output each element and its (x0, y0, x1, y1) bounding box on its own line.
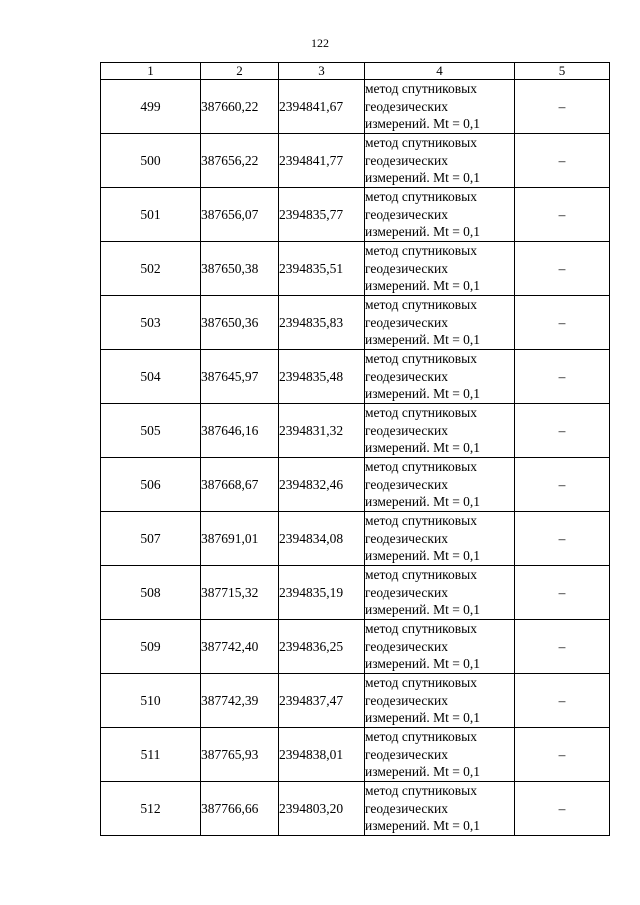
table-header (101, 63, 610, 80)
note-cell: – (515, 296, 610, 350)
method-line: метод спутниковых (365, 351, 477, 367)
method-line: геодезических (365, 638, 448, 654)
note-cell: – (515, 620, 610, 674)
method-line: метод спутниковых (365, 459, 477, 475)
method-line: измерений. Mt = 0,1 (365, 656, 481, 672)
method-line: геодезических (365, 530, 448, 546)
method-line: измерений. Mt = 0,1 (365, 170, 481, 186)
method-line: измерений. Mt = 0,1 (365, 224, 481, 240)
table-body (101, 80, 610, 836)
method-description (365, 566, 515, 620)
method-description (365, 512, 515, 566)
method-description (365, 188, 515, 242)
method-line: измерений. Mt = 0,1 (365, 116, 481, 132)
header-col-4: 4 (365, 63, 515, 80)
point-number: 508 (101, 566, 201, 620)
table-row (101, 728, 610, 782)
coordinate-x: 387765,93 (201, 728, 279, 782)
coordinate-y: 2394834,08 (279, 512, 365, 566)
point-number: 512 (101, 782, 201, 836)
header-col-2: 2 (201, 63, 279, 80)
method-line: метод спутниковых (365, 783, 477, 799)
coordinate-x: 387668,67 (201, 458, 279, 512)
method-line: геодезических (365, 98, 448, 114)
coordinate-y: 2394836,25 (279, 620, 365, 674)
method-line: метод спутниковых (365, 243, 477, 259)
note-cell: – (515, 782, 610, 836)
method-line: метод спутниковых (365, 675, 477, 691)
method-line: метод спутниковых (365, 297, 477, 313)
method-line: измерений. Mt = 0,1 (365, 278, 481, 294)
method-line: измерений. Mt = 0,1 (365, 440, 481, 456)
method-line: метод спутниковых (365, 567, 477, 583)
table-row (101, 458, 610, 512)
point-number: 511 (101, 728, 201, 782)
note-cell: – (515, 350, 610, 404)
header-col-5: 5 (515, 63, 610, 80)
coordinate-y: 2394831,32 (279, 404, 365, 458)
coordinate-y: 2394835,51 (279, 242, 365, 296)
method-description (365, 458, 515, 512)
table-row (101, 674, 610, 728)
note-cell: – (515, 512, 610, 566)
point-number: 506 (101, 458, 201, 512)
coordinate-x: 387742,40 (201, 620, 279, 674)
method-line: метод спутниковых (365, 513, 477, 529)
coordinate-x: 387656,07 (201, 188, 279, 242)
coordinate-x: 387646,16 (201, 404, 279, 458)
table-row (101, 296, 610, 350)
method-line: метод спутниковых (365, 135, 477, 151)
table-row (101, 620, 610, 674)
coordinate-y: 2394837,47 (279, 674, 365, 728)
point-number: 510 (101, 674, 201, 728)
coordinate-x: 387691,01 (201, 512, 279, 566)
coordinate-x: 387656,22 (201, 134, 279, 188)
method-line: геодезических (365, 422, 448, 438)
method-line: метод спутниковых (365, 405, 477, 421)
note-cell: – (515, 80, 610, 134)
coordinate-y: 2394838,01 (279, 728, 365, 782)
table-row (101, 512, 610, 566)
note-cell: – (515, 728, 610, 782)
method-line: геодезических (365, 368, 448, 384)
method-line: измерений. Mt = 0,1 (365, 764, 481, 780)
method-description (365, 296, 515, 350)
method-line: геодезических (365, 746, 448, 762)
table-row (101, 782, 610, 836)
point-number: 499 (101, 80, 201, 134)
method-line: метод спутниковых (365, 189, 477, 205)
point-number: 505 (101, 404, 201, 458)
header-col-1: 1 (101, 63, 201, 80)
method-description (365, 134, 515, 188)
method-line: измерений. Mt = 0,1 (365, 386, 481, 402)
method-description (365, 404, 515, 458)
method-line: геодезических (365, 476, 448, 492)
coordinate-y: 2394803,20 (279, 782, 365, 836)
point-number: 502 (101, 242, 201, 296)
table-row (101, 80, 610, 134)
coordinate-x: 387645,97 (201, 350, 279, 404)
header-row (101, 63, 610, 80)
coordinates-table (100, 62, 610, 836)
coordinate-x: 387650,36 (201, 296, 279, 350)
method-description (365, 674, 515, 728)
table-row (101, 350, 610, 404)
note-cell: – (515, 566, 610, 620)
coordinate-y: 2394835,83 (279, 296, 365, 350)
coordinate-x: 387742,39 (201, 674, 279, 728)
method-line: измерений. Mt = 0,1 (365, 332, 481, 348)
point-number: 500 (101, 134, 201, 188)
coordinate-y: 2394835,19 (279, 566, 365, 620)
method-line: измерений. Mt = 0,1 (365, 548, 481, 564)
method-description (365, 350, 515, 404)
method-description (365, 620, 515, 674)
method-description (365, 782, 515, 836)
method-line: измерений. Mt = 0,1 (365, 494, 481, 510)
note-cell: – (515, 404, 610, 458)
note-cell: – (515, 458, 610, 512)
coordinate-x: 387766,66 (201, 782, 279, 836)
method-description (365, 80, 515, 134)
method-line: измерений. Mt = 0,1 (365, 710, 481, 726)
method-line: измерений. Mt = 0,1 (365, 818, 481, 834)
table-row (101, 188, 610, 242)
method-line: метод спутниковых (365, 81, 477, 97)
method-description (365, 242, 515, 296)
method-line: измерений. Mt = 0,1 (365, 602, 481, 618)
point-number: 503 (101, 296, 201, 350)
point-number: 501 (101, 188, 201, 242)
table-row (101, 404, 610, 458)
point-number: 509 (101, 620, 201, 674)
method-line: метод спутниковых (365, 621, 477, 637)
method-line: геодезических (365, 584, 448, 600)
method-description (365, 728, 515, 782)
coordinate-x: 387660,22 (201, 80, 279, 134)
method-line: метод спутниковых (365, 729, 477, 745)
coordinate-y: 2394841,77 (279, 134, 365, 188)
method-line: геодезических (365, 260, 448, 276)
note-cell: – (515, 242, 610, 296)
method-line: геодезических (365, 800, 448, 816)
coordinate-y: 2394835,77 (279, 188, 365, 242)
table-row (101, 134, 610, 188)
table-row (101, 566, 610, 620)
coordinate-y: 2394835,48 (279, 350, 365, 404)
coordinate-y: 2394832,46 (279, 458, 365, 512)
method-line: геодезических (365, 206, 448, 222)
note-cell: – (515, 188, 610, 242)
point-number: 504 (101, 350, 201, 404)
header-col-3: 3 (279, 63, 365, 80)
note-cell: – (515, 134, 610, 188)
table-row (101, 242, 610, 296)
point-number: 507 (101, 512, 201, 566)
coordinate-x: 387715,32 (201, 566, 279, 620)
method-line: геодезических (365, 314, 448, 330)
page-number: 122 (311, 36, 329, 50)
method-line: геодезических (365, 692, 448, 708)
note-cell: – (515, 674, 610, 728)
coordinate-y: 2394841,67 (279, 80, 365, 134)
coordinate-x: 387650,38 (201, 242, 279, 296)
method-line: геодезических (365, 152, 448, 168)
